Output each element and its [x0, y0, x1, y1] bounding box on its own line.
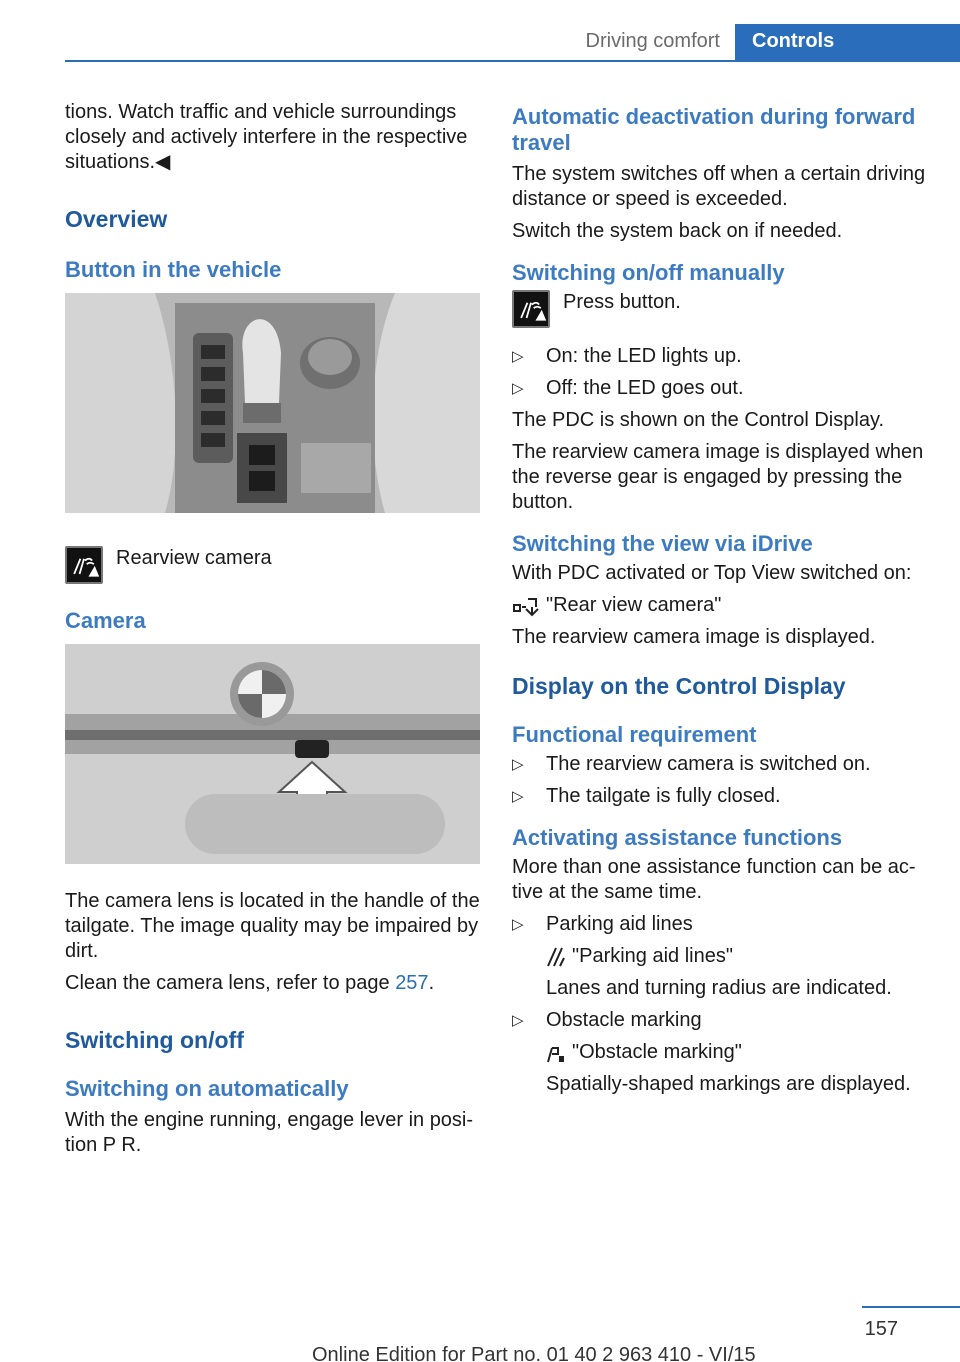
- reverse-text: The rearview camera image is displayed when the reverse gear is engaged by pressing the button.: [512, 441, 924, 513]
- assist-list: [512, 912, 930, 1097]
- assist-heading: Activating assistance functions: [512, 825, 843, 850]
- parking-aid-lines-option[interactable]: "Parking aid lines": [546, 944, 930, 969]
- pdc-text: The PDC is shown on the Control Display.: [512, 409, 885, 431]
- press-button-row: [512, 290, 930, 330]
- parking-lines-icon: [546, 946, 566, 968]
- displayed-text: The rearview camera image is displayed.: [512, 626, 876, 648]
- manual-heading: Switching on/off manually: [512, 260, 785, 285]
- overview-heading: Overview: [65, 206, 168, 232]
- list-item-parking-aid-lines: ▷ Parking aid lines "Parking aid lines" Lanes and turning radius are indicated.: [512, 912, 930, 1001]
- page-link[interactable]: 257: [395, 972, 429, 994]
- header-section: Driving comfort: [585, 30, 720, 52]
- clean-text: Clean the camera lens, refer to page 257.: [65, 972, 435, 994]
- list-item: ▷ Off: the LED goes out.: [512, 376, 930, 401]
- deactivation-text-1: The system switches off when a certain driving distance or speed is exceeded.: [512, 163, 926, 210]
- press-button-text: Press button.: [563, 291, 681, 313]
- rear-view-camera-icon: [512, 595, 540, 617]
- list-item: ▷ The tailgate is fully closed.: [512, 784, 930, 809]
- functional-heading: Functional requirement: [512, 722, 757, 747]
- switching-heading: Switching on/off: [65, 1027, 244, 1053]
- list-item: ▷ The rearview camera is switched on.: [512, 752, 930, 777]
- center-console-photo: [65, 293, 480, 513]
- auto-heading: Switching on automatically: [65, 1076, 349, 1101]
- functional-list: [512, 752, 930, 809]
- rearview-camera-row: [65, 546, 483, 586]
- rearview-camera-label: Rearview camera: [116, 547, 272, 569]
- page-header: [65, 24, 960, 62]
- deactivation-heading: Automatic deactivation during forward travel: [512, 104, 916, 155]
- button-heading: Button in the vehicle: [65, 257, 282, 282]
- page-number: 157: [864, 1318, 898, 1340]
- footer-divider: [862, 1306, 960, 1308]
- camera-heading: Camera: [65, 608, 146, 633]
- obstacle-marking-option[interactable]: "Obstacle marking": [546, 1040, 930, 1065]
- rear-view-camera-option[interactable]: [512, 593, 930, 618]
- display-heading: Display on the Control Display: [512, 673, 846, 699]
- obstacle-marking-icon: [546, 1042, 566, 1064]
- edition-text: Online Edition for Part no. 01 40 2 963 410 - VI/15: [312, 1344, 756, 1362]
- left-column: [65, 100, 483, 1165]
- list-item: ▷ On: the LED lights up.: [512, 344, 930, 369]
- rearview-camera-button-icon: [65, 546, 103, 584]
- led-list: [512, 344, 930, 401]
- right-column: [512, 104, 930, 1104]
- auto-text: With the engine running, engage lever in posi‐tion P R.: [65, 1109, 474, 1156]
- camera-text: The camera lens is located in the handle of the tailgate. The image quality may be impaired by dirt.: [65, 890, 480, 962]
- assist-text: More than one assistance function can be ac‐tive at the same time.: [512, 856, 916, 903]
- tailgate-camera-photo: [65, 644, 480, 864]
- deactivation-text-2: Switch the system back on if needed.: [512, 220, 843, 242]
- idrive-heading: Switching the view via iDrive: [512, 531, 813, 556]
- header-tab: Controls: [735, 24, 960, 60]
- rear-view-camera-option-label: "Rear view camera": [546, 594, 722, 616]
- idrive-text: With PDC activated or Top View switched on:: [512, 562, 912, 584]
- intro-text: tions. Watch traffic and vehicle surroundings closely and actively interfere in the respective situations.◀: [65, 101, 468, 173]
- list-item-obstacle-marking: ▷ Obstacle marking "Obstacle marking" Spatially-shaped markings are displayed.: [512, 1008, 930, 1097]
- pdc-button-icon: [512, 290, 550, 328]
